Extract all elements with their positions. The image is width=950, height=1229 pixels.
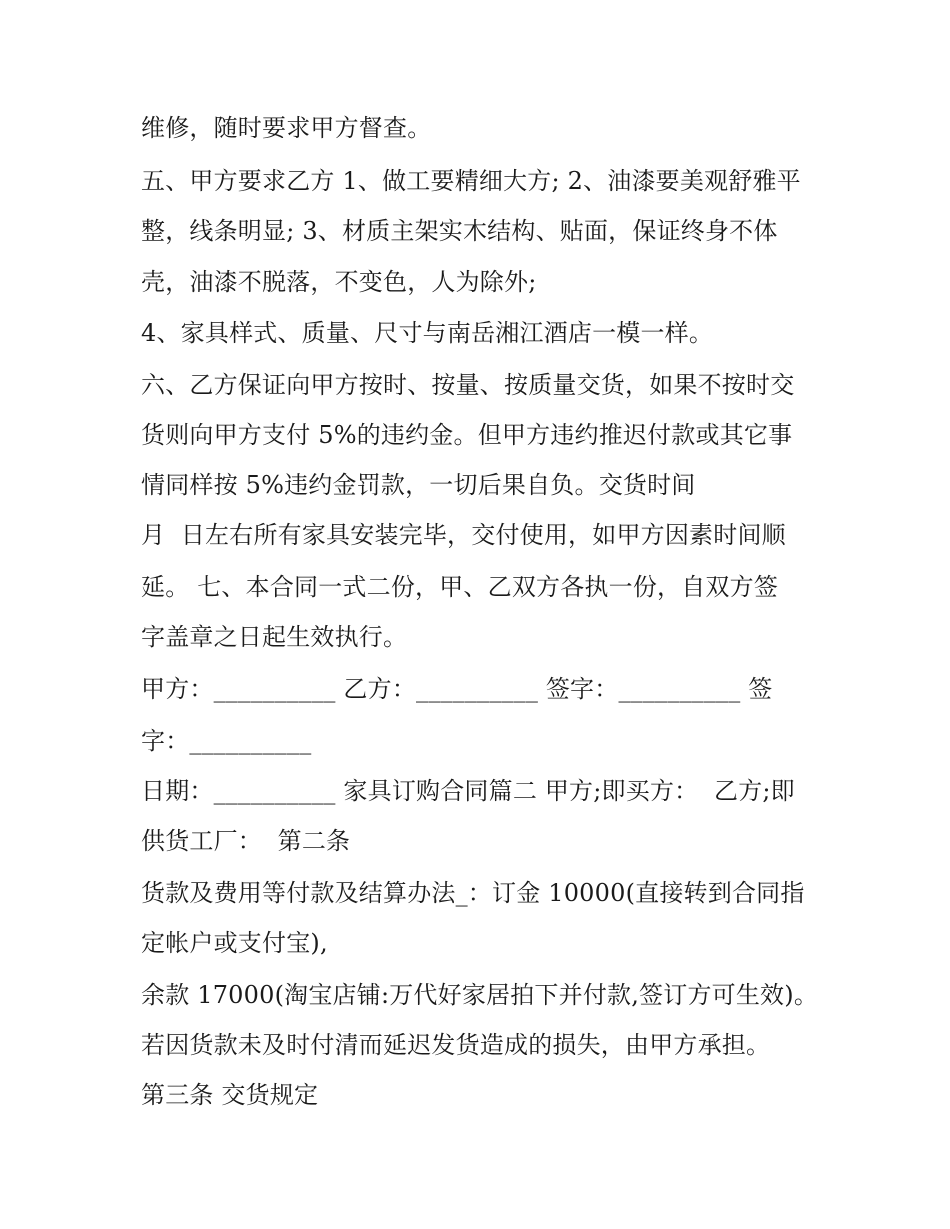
text-line: 4、家具样式、质量、尺寸与南岳湘江酒店一模一样。 [141,319,714,347]
text-line: 若因货款未及时付清而延迟发货造成的损失，由甲方承担。 [141,1031,771,1059]
text-line: 情同样按 5%违约金罚款，一切后果自负。交货时间 [141,471,696,499]
text-line: 六、乙方保证向甲方按时、按量、按质量交货，如果不按时交 [141,371,795,399]
signature-line: 字：__________ [141,727,312,755]
section-heading: 第三条 交货规定 [141,1081,319,1109]
text-line: 五、甲方要求乙方 1、做工要精细大方; 2、油漆要美观舒雅平 [141,167,801,195]
text-line: 供货工厂： 第二条 [141,827,351,855]
signature-line: 甲方：__________ 乙方：__________ 签字：__________ 签 [141,675,773,703]
text-line: 货款及费用等付款及结算办法_：订金 10000(直接转到合同指 [141,879,805,907]
text-line: 定帐户或支付宝), [141,929,328,957]
text-line: 货则向甲方支付 5%的违约金。但甲方违约推迟付款或其它事 [141,421,793,449]
text-line: 余款 17000(淘宝店铺:万代好家居拍下并付款,签订方可生效)。 [141,981,819,1009]
text-line: 延。 七、本合同一式二份，甲、乙双方各执一份，自双方签 [141,573,779,601]
text-line: 月 日左右所有家具安装完毕，交付使用，如甲方因素时间顺 [141,521,786,549]
text-line: 壳，油漆不脱落，不变色，人为除外; [141,268,537,296]
text-line: 整，线条明显; 3、材质主架实木结构、贴面，保证终身不体 [141,217,778,245]
text-line: 维修，随时要求甲方督查。 [141,114,432,142]
text-line: 字盖章之日起生效执行。 [141,623,408,651]
text-line: 日期：__________ 家具订购合同篇二 甲方;即买方： 乙方;即 [141,777,795,805]
